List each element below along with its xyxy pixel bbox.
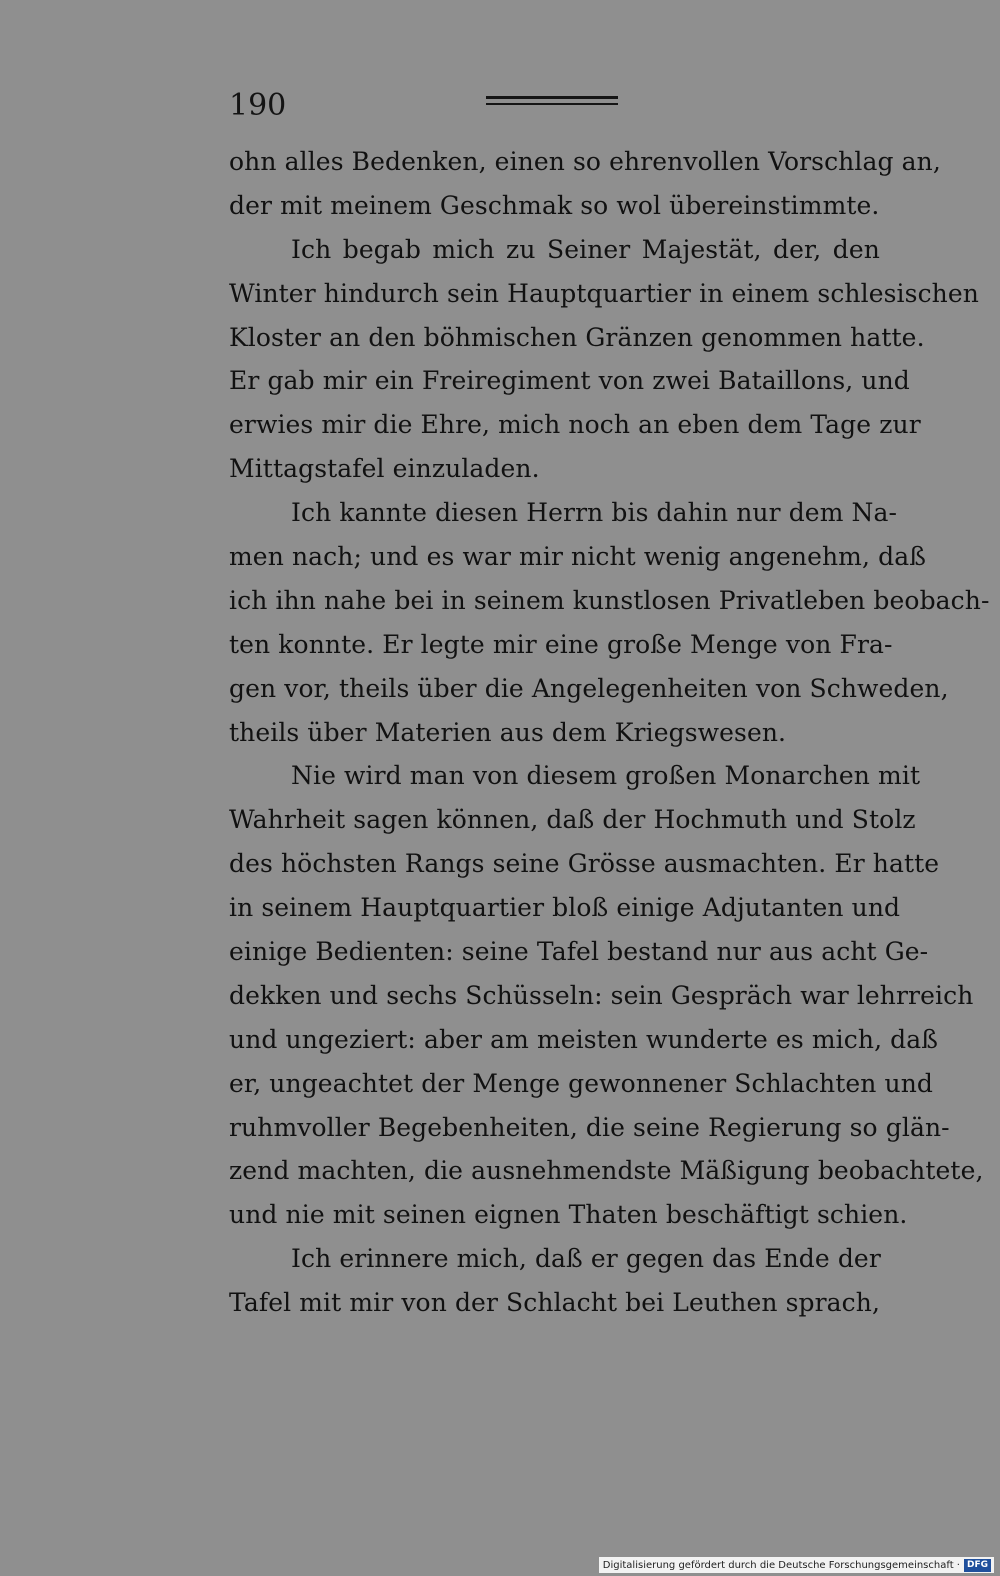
header-ornament-rule [486, 96, 618, 99]
text-line: gen vor, theils über die Angelegenheiten von Schweden, [229, 673, 949, 703]
text-line: Nie wird man von diesem großen Monarchen mit [291, 761, 921, 791]
text-line: Tafel mit mir von der Schlacht bei Leuthen sprach, [229, 1288, 881, 1318]
text-line: einige Bedienten: seine Tafel bestand nur aus acht Ge- [229, 937, 929, 967]
digitization-credit [599, 1557, 994, 1573]
text-line: ich ihn nahe bei in seinem kunstlosen Privatleben beobach- [229, 585, 990, 615]
text-line: und nie mit seinen eignen Thaten beschäftigt schien. [229, 1200, 908, 1230]
text-line: zend machten, die ausnehmendste Mäßigung beobachtete, [229, 1156, 984, 1186]
body-text [229, 140, 990, 1325]
text-line: ohn alles Bedenken, einen so ehrenvollen Vorschlag an, [229, 147, 941, 176]
text-line: des höchsten Rangs seine Grösse ausmachten. Er hatte [229, 849, 940, 879]
text-line: ten konnte. Er legte mir eine große Menge von Fra- [229, 629, 893, 659]
dfg-logo: DFG [964, 1559, 991, 1572]
text-line: Ich kannte diesen Herrn bis dahin nur dem Na- [291, 498, 898, 528]
credit-text: Digitalisierung gefördert durch die Deutsche Forschungsgemeinschaft · [602, 1559, 960, 1571]
text-line: Kloster an den böhmischen Gränzen genommen hatte. [229, 322, 925, 352]
text-line: Winter hindurch sein Hauptquartier in einem schlesischen [229, 278, 979, 308]
text-line: Wahrheit sagen können, daß der Hochmuth und Stolz [229, 805, 916, 835]
text-line: und ungeziert: aber am meisten wunderte es mich, daß [229, 1024, 939, 1054]
text-line: der mit meinem Geschmak so wol übereinstimmte. [229, 190, 880, 220]
text-line: erwies mir die Ehre, mich noch an eben dem Tage zur [229, 410, 921, 440]
text-line: Er gab mir ein Freiregiment von zwei Bataillons, und [229, 366, 910, 396]
text-line: men nach; und es war mir nicht wenig angenehm, daß [229, 542, 926, 572]
text-line: dekken und sechs Schüsseln: sein Gespräch war lehrreich [229, 980, 974, 1010]
header-ornament-rule-lower [486, 103, 618, 105]
text-line: er, ungeachtet der Menge gewonnener Schlachten und [229, 1068, 934, 1098]
text-line: in seinem Hauptquartier bloß einige Adjutanten und [229, 893, 901, 923]
text-line: theils über Materien aus dem Kriegswesen. [229, 717, 787, 747]
text-line: Ich erinnere mich, daß er gegen das Ende der [291, 1244, 881, 1274]
text-line: ruhmvoller Begebenheiten, die seine Regierung so glän- [229, 1112, 950, 1142]
page-number: 190 [229, 88, 287, 123]
text-line: Ich begab mich zu Seiner Majestät, der, den [291, 234, 880, 264]
text-line: Mittagstafel einzuladen. [229, 454, 540, 484]
